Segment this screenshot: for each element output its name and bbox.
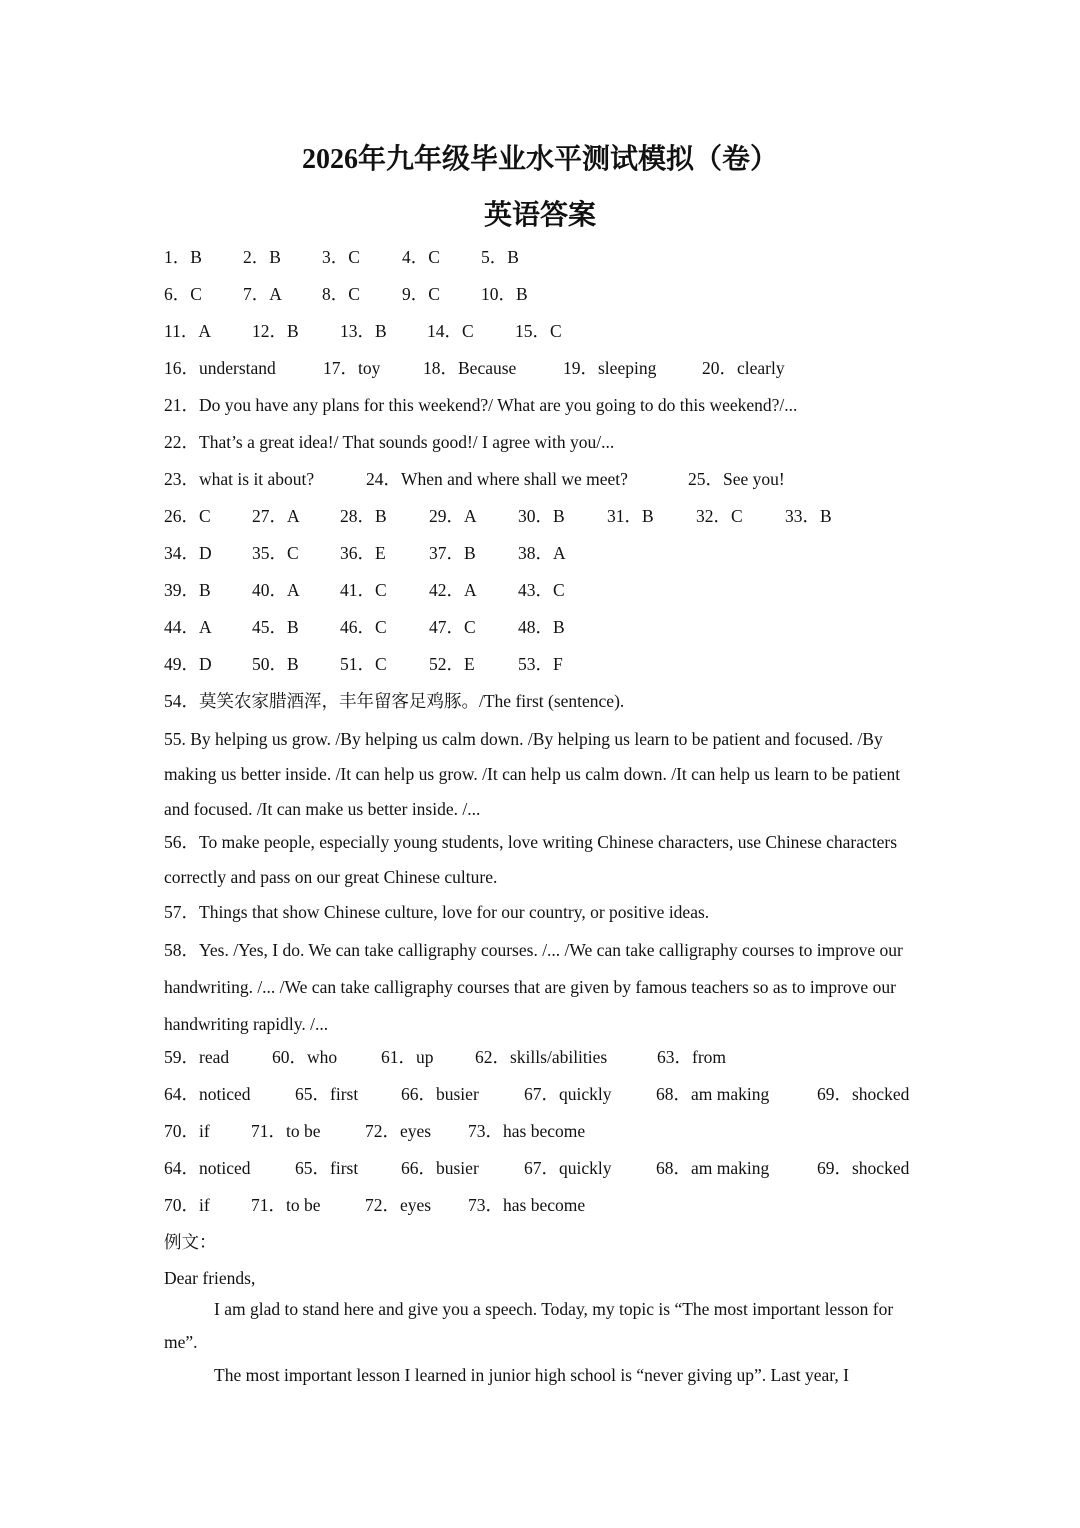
answer-row: [164, 245, 934, 269]
answer-item: 61．up: [381, 1047, 434, 1067]
answer-item: 49．D: [164, 654, 212, 674]
answer-item: 22．That’s a great idea!/ That sounds good!/ I agree with you/...: [164, 432, 615, 452]
answer-item: 24．When and where shall we meet?: [366, 469, 628, 489]
answer-item: 46．C: [340, 617, 387, 637]
answer-item: 2．B: [243, 247, 281, 267]
answer-item: 3．C: [322, 247, 360, 267]
answer-item: 64．noticed: [164, 1158, 251, 1178]
answer-item: 19．sleeping: [563, 358, 657, 378]
answer-row: [164, 1119, 934, 1143]
answer-item: 23．what is it about?: [164, 469, 315, 489]
answer-item: 54．莫笑农家腊酒浑，丰年留客足鸡豚。/The first (sentence).: [164, 691, 625, 711]
answer-item: 71．to be: [251, 1121, 321, 1141]
answer-row: [164, 1045, 934, 1069]
answer-row: [164, 578, 934, 602]
answer-item: 27．A: [252, 506, 300, 526]
answer-item: 70．if: [164, 1121, 210, 1141]
answer-item: 11．A: [164, 321, 211, 341]
answer-item: 52．E: [429, 654, 475, 674]
answer-item: 10．B: [481, 284, 528, 304]
answer-item: 70．if: [164, 1195, 210, 1215]
answer-item: 31．B: [607, 506, 654, 526]
answer-item: 30．B: [518, 506, 565, 526]
answer-row: [164, 356, 934, 380]
answer-item: 65．first: [295, 1084, 359, 1104]
answer-item: 14．C: [427, 321, 474, 341]
answer-item: 66．busier: [401, 1084, 479, 1104]
answer-item: 1．B: [164, 247, 202, 267]
answer-paragraph-56: 56．To make people, especially young students, love writing Chinese characters, use Chinese characters correctly and pass on our great Chinese culture.: [164, 832, 898, 887]
answer-item: 47．C: [429, 617, 476, 637]
answer-item: 21．Do you have any plans for this weekend?/ What are you going to do this weekend?/...: [164, 395, 798, 415]
answer-paragraph-58: 58．Yes. /Yes, I do. We can take calligraphy courses. /... /We can take calligraphy courses to improve our handwriting. /... /We can take calligraphy courses that are given by famous teachers so as to improve our handwriting rapidly. /...: [164, 940, 903, 1034]
answer-item: 5．B: [481, 247, 519, 267]
answer-paragraph-57: 57．Things that show Chinese culture, love for our country, or positive ideas.: [164, 902, 710, 922]
answer-row: [164, 652, 934, 676]
answer-item: 45．B: [252, 617, 299, 637]
answer-item: 25．See you!: [688, 469, 785, 489]
answer-item: 20．clearly: [702, 358, 785, 378]
essay-paragraph: I am glad to stand here and give you a speech. Today, my topic is “The most important lesson for me”.: [164, 1299, 894, 1352]
answer-item: 4．C: [402, 247, 440, 267]
answer-item: 13．B: [340, 321, 387, 341]
answer-item: 32．C: [696, 506, 743, 526]
page-subtitle: 英语答案: [483, 200, 596, 231]
answer-item: 6．C: [164, 284, 202, 304]
answer-row: [164, 1156, 934, 1180]
essay-greeting: Dear friends,: [164, 1268, 256, 1288]
answer-item: 34．D: [164, 543, 212, 563]
answer-item: 63．from: [657, 1047, 727, 1067]
answer-item: 15．C: [515, 321, 562, 341]
answer-item: 69．shocked: [817, 1084, 910, 1104]
essay-label: 例文：: [164, 1232, 217, 1252]
answer-item: 17．toy: [323, 358, 381, 378]
answer-item: 38．A: [518, 543, 566, 563]
answer-item: 59．read: [164, 1047, 230, 1067]
answer-item: 48．B: [518, 617, 565, 637]
answer-item: 72．eyes: [365, 1121, 432, 1141]
answer-item: 9．C: [402, 284, 440, 304]
answer-item: 73．has become: [468, 1195, 586, 1215]
answer-row: [164, 467, 934, 491]
answer-item: 51．C: [340, 654, 387, 674]
answer-item: 8．C: [322, 284, 360, 304]
essay-paragraph: The most important lesson I learned in junior high school is “never giving up”. Last year, I: [214, 1365, 849, 1385]
answer-row: [164, 1082, 934, 1106]
answer-item: 69．shocked: [817, 1158, 910, 1178]
answer-item: 67．quickly: [524, 1158, 612, 1178]
answer-row: [164, 689, 934, 713]
answer-item: 7．A: [243, 284, 282, 304]
answer-item: 39．B: [164, 580, 211, 600]
answer-item: 18．Because: [423, 358, 517, 378]
answer-item: 67．quickly: [524, 1084, 612, 1104]
answer-item: 60．who: [272, 1047, 338, 1067]
answer-item: 71．to be: [251, 1195, 321, 1215]
answer-row: [164, 615, 934, 639]
answer-row: [164, 319, 934, 343]
answer-item: 12．B: [252, 321, 299, 341]
answer-item: 72．eyes: [365, 1195, 432, 1215]
answer-item: 66．busier: [401, 1158, 479, 1178]
page-title: 2026年九年级毕业水平测试模拟（卷）: [301, 144, 778, 175]
answer-row: [164, 393, 934, 417]
answer-item: 44．A: [164, 617, 212, 637]
answer-item: 36．E: [340, 543, 386, 563]
answer-item: 68．am making: [656, 1158, 770, 1178]
answer-row: [164, 504, 934, 528]
answer-item: 41．C: [340, 580, 387, 600]
answer-row: [164, 1193, 934, 1217]
answer-item: 29．A: [429, 506, 477, 526]
answer-item: 68．am making: [656, 1084, 770, 1104]
answer-paragraph-55: 55. By helping us grow. /By helping us calm down. /By helping us learn to be patient and focused. /By making us better inside. /It can help us grow. /It can help us calm down. /It can help us learn to be patient and focused. /It can make us better inside. /...: [164, 729, 901, 819]
answer-item: 16．understand: [164, 358, 276, 378]
answer-item: 43．C: [518, 580, 565, 600]
answer-item: 40．A: [252, 580, 300, 600]
answer-row: [164, 282, 934, 306]
answer-row: [164, 541, 934, 565]
answer-item: 35．C: [252, 543, 299, 563]
answer-item: 62．skills/abilities: [475, 1047, 608, 1067]
answer-item: 64．noticed: [164, 1084, 251, 1104]
answer-item: 73．has become: [468, 1121, 586, 1141]
answer-item: 28．B: [340, 506, 387, 526]
answer-item: 26．C: [164, 506, 211, 526]
answer-item: 53．F: [518, 654, 563, 674]
answer-item: 37．B: [429, 543, 476, 563]
answer-item: 50．B: [252, 654, 299, 674]
answer-item: 42．A: [429, 580, 477, 600]
answer-item: 65．first: [295, 1158, 359, 1178]
answer-item: 33．B: [785, 506, 832, 526]
answer-row: [164, 430, 934, 454]
